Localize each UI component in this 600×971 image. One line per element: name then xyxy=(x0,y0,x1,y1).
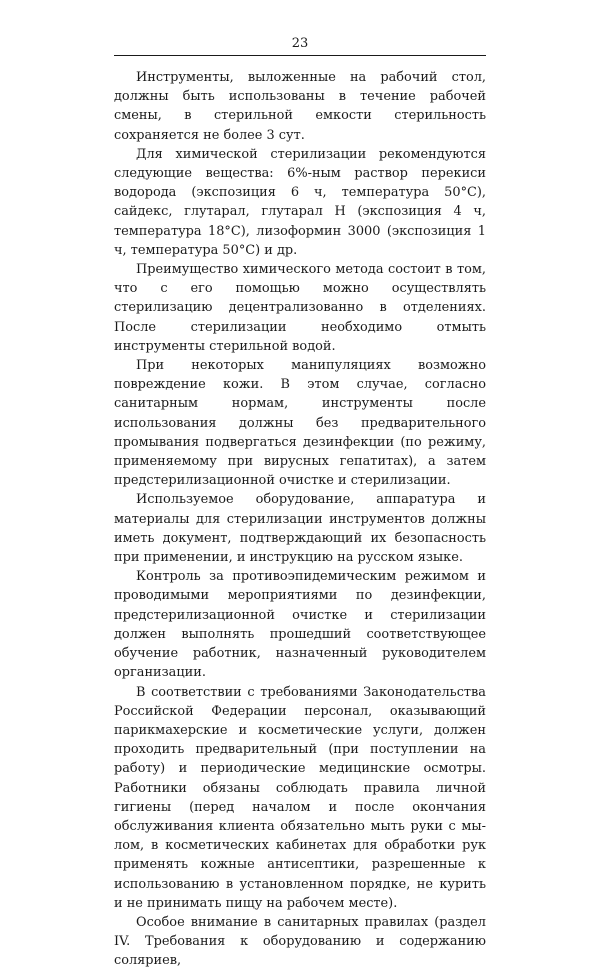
header-rule xyxy=(114,55,486,56)
paragraph: Для химической стерилизации рекомендуются следующие вещества: 6%-ным раствор перекиси водорода (экспозиция 6 ч, температура 50°С), сайдекс, глутарал, глутарал Н (экспозиция 4 ч, температура 18°С), лизоформин 3000 (экспозиция 1 ч, температура 50°С) и др. xyxy=(114,146,486,258)
paragraph: Особое внимание в санитарных правилах (раздел IV. Требования к оборудованию и содержанию соляриев, xyxy=(114,914,486,969)
body-text xyxy=(114,68,486,971)
paragraph: Инструменты, выложенные на рабочий стол, должны быть использованы в течение рабочей смены, в стерильной емкости стерильность сохраняется не более 3 сут. xyxy=(114,70,486,143)
paragraph: Преимущество химического метода состоит в том, что с его помощью можно осуществлять стерилизацию децентрализованно в отделениях. После стерилизации необходимо отмыть инструменты стерильной водой. xyxy=(114,262,486,354)
paragraph: Используемое оборудование, аппаратура и материалы для стерилизации инструментов должны иметь документ, подтверждающий их безопасность при применении, и инструкцию на русском языке. xyxy=(114,492,486,566)
page-number: 23 xyxy=(291,36,309,51)
paragraph: В соответствии с требованиями Законодательства Российской Федерации персонал, оказывающий парикмахерские и косметические услуги, должен проходить предварительный (при поступлении на работу) и периодические медицинские осмотры. Работники обязаны соблюдать правила личной гигиены (перед началом и после окончания обслуживания клиента обязательно мыть руки с мылом, в косметических кабинетах для обработки рук применять кожные антисептики, разрешенные к использованию в установленном порядке, не курить и не принимать пищу на рабочем месте). xyxy=(114,684,486,911)
paragraph: Контроль за противоэпидемическим режимом и проводимыми мероприятиями по дезинфекции, предстерилизационной очистке и стерилизации должен выполнять прошедший соответствующее обучение работник, назначенный руководителем организации. xyxy=(114,569,486,681)
paragraph: При некоторых манипуляциях возможно повреждение кожи. В этом случае, согласно санитарным нормам, инструменты после использования должны без предварительного промывания подвергаться дезинфекции (по режиму, применяемому при вирусных гепатитах), а затем предстерилизационной очистке и стерилизации. xyxy=(114,358,486,489)
